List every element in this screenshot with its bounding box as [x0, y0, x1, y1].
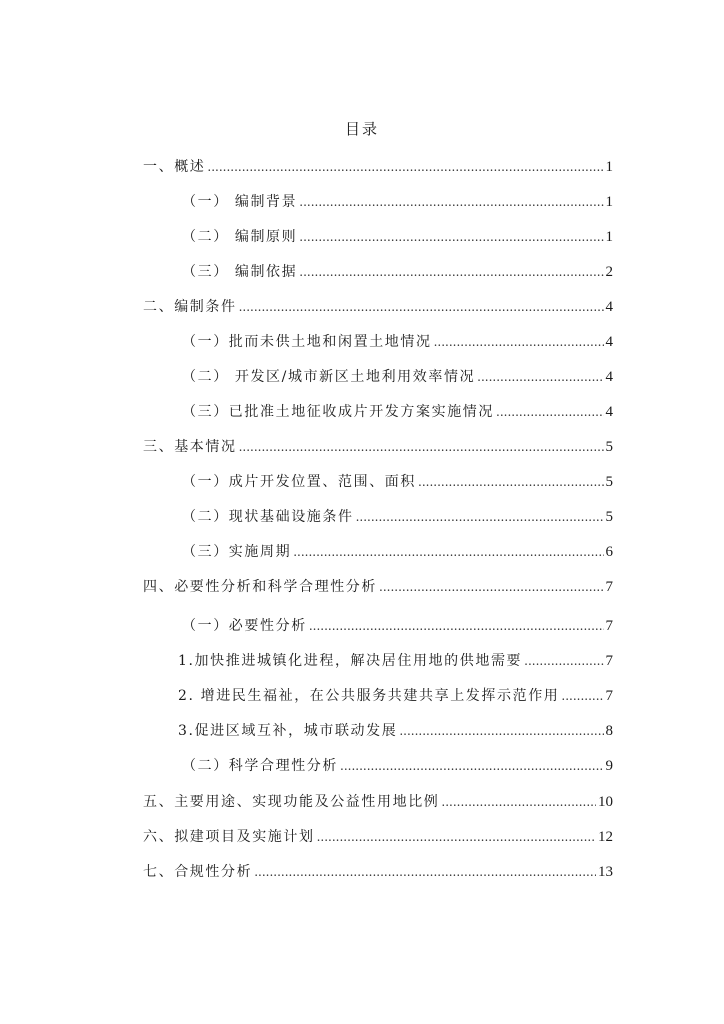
toc-entry-text: （一）批而未供土地和闲置土地情况 [182, 334, 432, 350]
toc-page-number: 10 [598, 794, 613, 810]
toc-entry[interactable] [182, 191, 613, 213]
toc-entry-text: 四、必要性分析和科学合理性分析 [143, 579, 377, 595]
toc-entry-text: （二） 开发区/城市新区土地利用效率情况 [182, 369, 476, 385]
toc-page-number: 6 [605, 544, 613, 560]
toc-page-number: 13 [598, 864, 613, 880]
toc-page-number: 7 [605, 579, 613, 595]
toc-entry[interactable] [182, 541, 613, 563]
toc-page-number: 4 [605, 369, 613, 385]
toc-entry[interactable] [182, 331, 613, 353]
toc-leader-dots [441, 791, 596, 813]
toc-page-number: 2 [605, 264, 613, 280]
toc-page-number: 8 [605, 723, 613, 739]
toc-page-number: 1 [605, 159, 613, 175]
toc-entry-text: 七、合规性分析 [143, 864, 253, 880]
toc-entry-text: 二、编制条件 [143, 299, 237, 315]
toc-page-number: 12 [598, 829, 613, 845]
toc-leader-dots [434, 331, 604, 353]
toc-leader-dots [418, 471, 604, 493]
toc-entry[interactable] [182, 471, 613, 493]
toc-page-number: 9 [605, 758, 613, 774]
toc-leader-dots [299, 261, 603, 283]
toc-page-number: 5 [605, 509, 613, 525]
toc-entry[interactable] [178, 720, 613, 742]
toc-entry-text: （一） 编制背景 [182, 194, 298, 210]
toc-entry-text: （一）成片开发位置、范围、面积 [182, 474, 416, 490]
toc-leader-dots [239, 296, 604, 318]
toc-leader-dots [399, 720, 603, 742]
toc-entry[interactable] [182, 615, 613, 637]
toc-page-number: 7 [605, 688, 613, 704]
toc-entry[interactable] [143, 791, 613, 813]
toc-entry[interactable] [178, 650, 613, 672]
toc-entry[interactable] [182, 755, 613, 777]
toc-entry-text: （一）必要性分析 [182, 618, 307, 634]
toc-leader-dots [561, 685, 603, 707]
toc-page-number: 1 [605, 229, 613, 245]
toc-page-number: 7 [605, 653, 613, 669]
toc-entry[interactable] [143, 156, 613, 178]
toc-entry-text: （三）已批准土地征收成片开发方案实施情况 [182, 404, 494, 420]
toc-entry-text: （二） 编制原则 [182, 229, 298, 245]
toc-leader-dots [379, 576, 604, 598]
toc-leader-dots [254, 861, 596, 883]
toc-page-number: 4 [605, 404, 613, 420]
toc-entry-text: （二）现状基础设施条件 [182, 509, 354, 525]
toc-page-number: 4 [605, 334, 613, 350]
toc-leader-dots [317, 826, 596, 848]
toc-page-number: 7 [605, 618, 613, 634]
toc-page-number: 4 [605, 299, 613, 315]
toc-entry[interactable] [182, 366, 613, 388]
toc-entry[interactable] [182, 226, 613, 248]
toc-entry[interactable] [143, 296, 613, 318]
toc-leader-dots [299, 226, 603, 248]
toc-leader-dots [496, 401, 604, 423]
toc-entry-text: 六、拟建项目及实施计划 [143, 829, 315, 845]
toc-leader-dots [293, 541, 603, 563]
toc-entry-text: （三）实施周期 [182, 544, 292, 560]
toc-entry-text: 3.促进区域互补，城市联动发展 [178, 723, 398, 739]
toc-entry-text: 2. 增进民生福祉，在公共服务共建共享上发挥示范作用 [178, 688, 560, 704]
toc-entry-text: 三、基本情况 [143, 439, 237, 455]
toc-leader-dots [524, 650, 603, 672]
toc-leader-dots [239, 436, 604, 458]
toc-entry-text: （三） 编制依据 [182, 264, 298, 280]
toc-title: 目录 [344, 120, 379, 138]
toc-leader-dots [309, 615, 604, 637]
toc-entry-text: 1.加快推进城镇化进程，解决居住用地的供地需要 [178, 653, 523, 669]
toc-entry[interactable] [178, 685, 613, 707]
toc-entry-text: 五、主要用途、实现功能及公益性用地比例 [143, 794, 440, 810]
toc-entry[interactable] [182, 506, 613, 528]
toc-leader-dots [207, 156, 603, 178]
toc-entry[interactable] [143, 576, 613, 598]
toc-page-number: 5 [605, 474, 613, 490]
toc-entry[interactable] [182, 261, 613, 283]
toc-entry-text: （二）科学合理性分析 [182, 758, 338, 774]
toc-leader-dots [299, 191, 603, 213]
toc-leader-dots [356, 506, 604, 528]
toc-leader-dots [477, 366, 603, 388]
toc-leader-dots [340, 755, 604, 777]
toc-entry[interactable] [143, 436, 613, 458]
toc-entry[interactable] [143, 861, 613, 883]
toc-entry[interactable] [143, 826, 613, 848]
toc-entry-text: 一、概述 [143, 159, 206, 175]
toc-page-number: 5 [605, 439, 613, 455]
toc-entry[interactable] [182, 401, 613, 423]
toc-page-number: 1 [605, 194, 613, 210]
